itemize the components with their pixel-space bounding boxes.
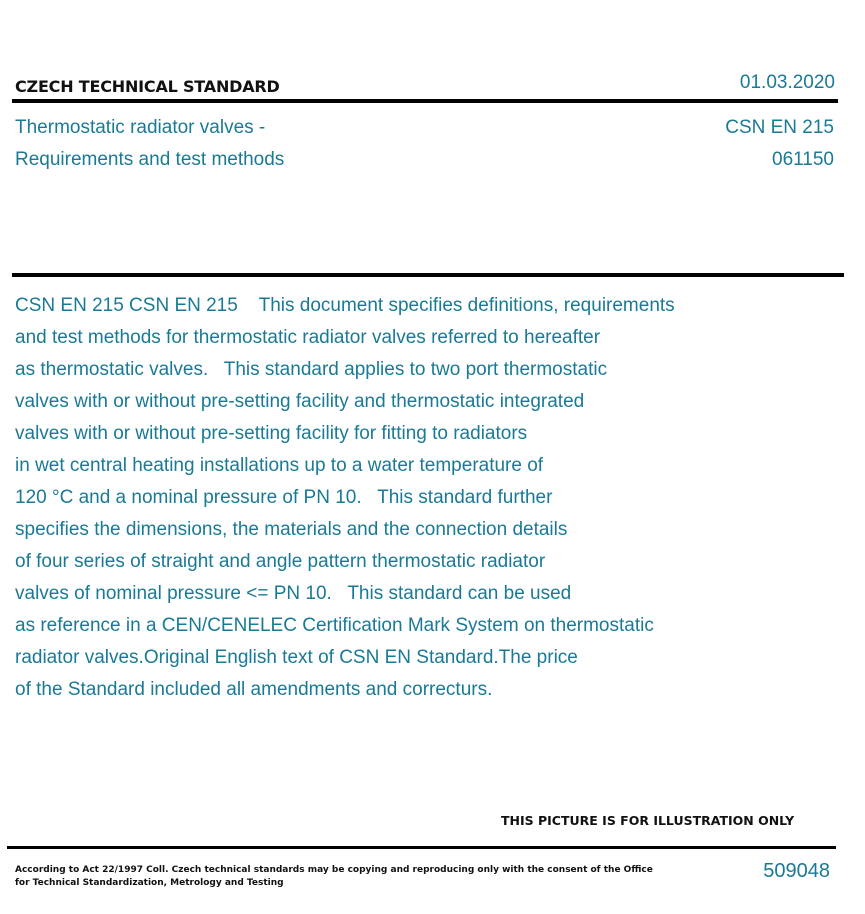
copyright-notice-line-1: According to Act 22/1997 Coll. Czech technical standards may be copying and reproducing only with the consent of the Office xyxy=(15,865,653,875)
catalog-number: 061150 xyxy=(772,149,834,170)
abstract-line: of the Standard included all amendments and correcturs. xyxy=(15,679,493,700)
abstract-line: radiator valves.Original English text of CSN EN Standard.The price xyxy=(15,647,578,668)
illustration-disclaimer: THIS PICTURE IS FOR ILLUSTRATION ONLY xyxy=(501,813,795,828)
abstract-line: in wet central heating installations up to a water temperature of xyxy=(15,455,544,476)
abstract-line: valves of nominal pressure <= PN 10. This standard can be used xyxy=(15,583,572,604)
publication-date: 01.03.2020 xyxy=(739,72,835,93)
header-divider xyxy=(12,99,838,103)
document-title-line-2: Requirements and test methods xyxy=(15,149,285,170)
abstract-line: valves with or without pre-setting facility and thermostatic integrated xyxy=(15,391,585,412)
document-title-line-1: Thermostatic radiator valves - xyxy=(15,117,266,138)
abstract-line: valves with or without pre-setting facility for fitting to radiators xyxy=(15,423,528,444)
footer-divider xyxy=(7,846,836,849)
abstract-line: as reference in a CEN/CENELEC Certification Mark System on thermostatic xyxy=(15,615,654,636)
abstract-line: CSN EN 215 CSN EN 215 This document specifies definitions, requirements xyxy=(15,295,675,316)
copyright-notice-line-2: for Technical Standardization, Metrology and Testing xyxy=(15,878,284,888)
standard-type-label: CZECH TECHNICAL STANDARD xyxy=(15,77,280,96)
abstract-line: as thermostatic valves. This standard applies to two port thermostatic xyxy=(15,359,608,380)
title-divider xyxy=(12,273,844,277)
document-abstract xyxy=(15,290,815,706)
abstract-line: 120 °C and a nominal pressure of PN 10. This standard further xyxy=(15,487,553,508)
copyright-notice xyxy=(15,864,653,890)
standard-code: CSN EN 215 xyxy=(725,117,834,138)
abstract-line: and test methods for thermostatic radiator valves referred to hereafter xyxy=(15,327,601,348)
abstract-line: of four series of straight and angle pattern thermostatic radiator xyxy=(15,551,546,572)
document-id-number: 509048 xyxy=(763,860,830,882)
abstract-line: specifies the dimensions, the materials and the connection details xyxy=(15,519,568,540)
